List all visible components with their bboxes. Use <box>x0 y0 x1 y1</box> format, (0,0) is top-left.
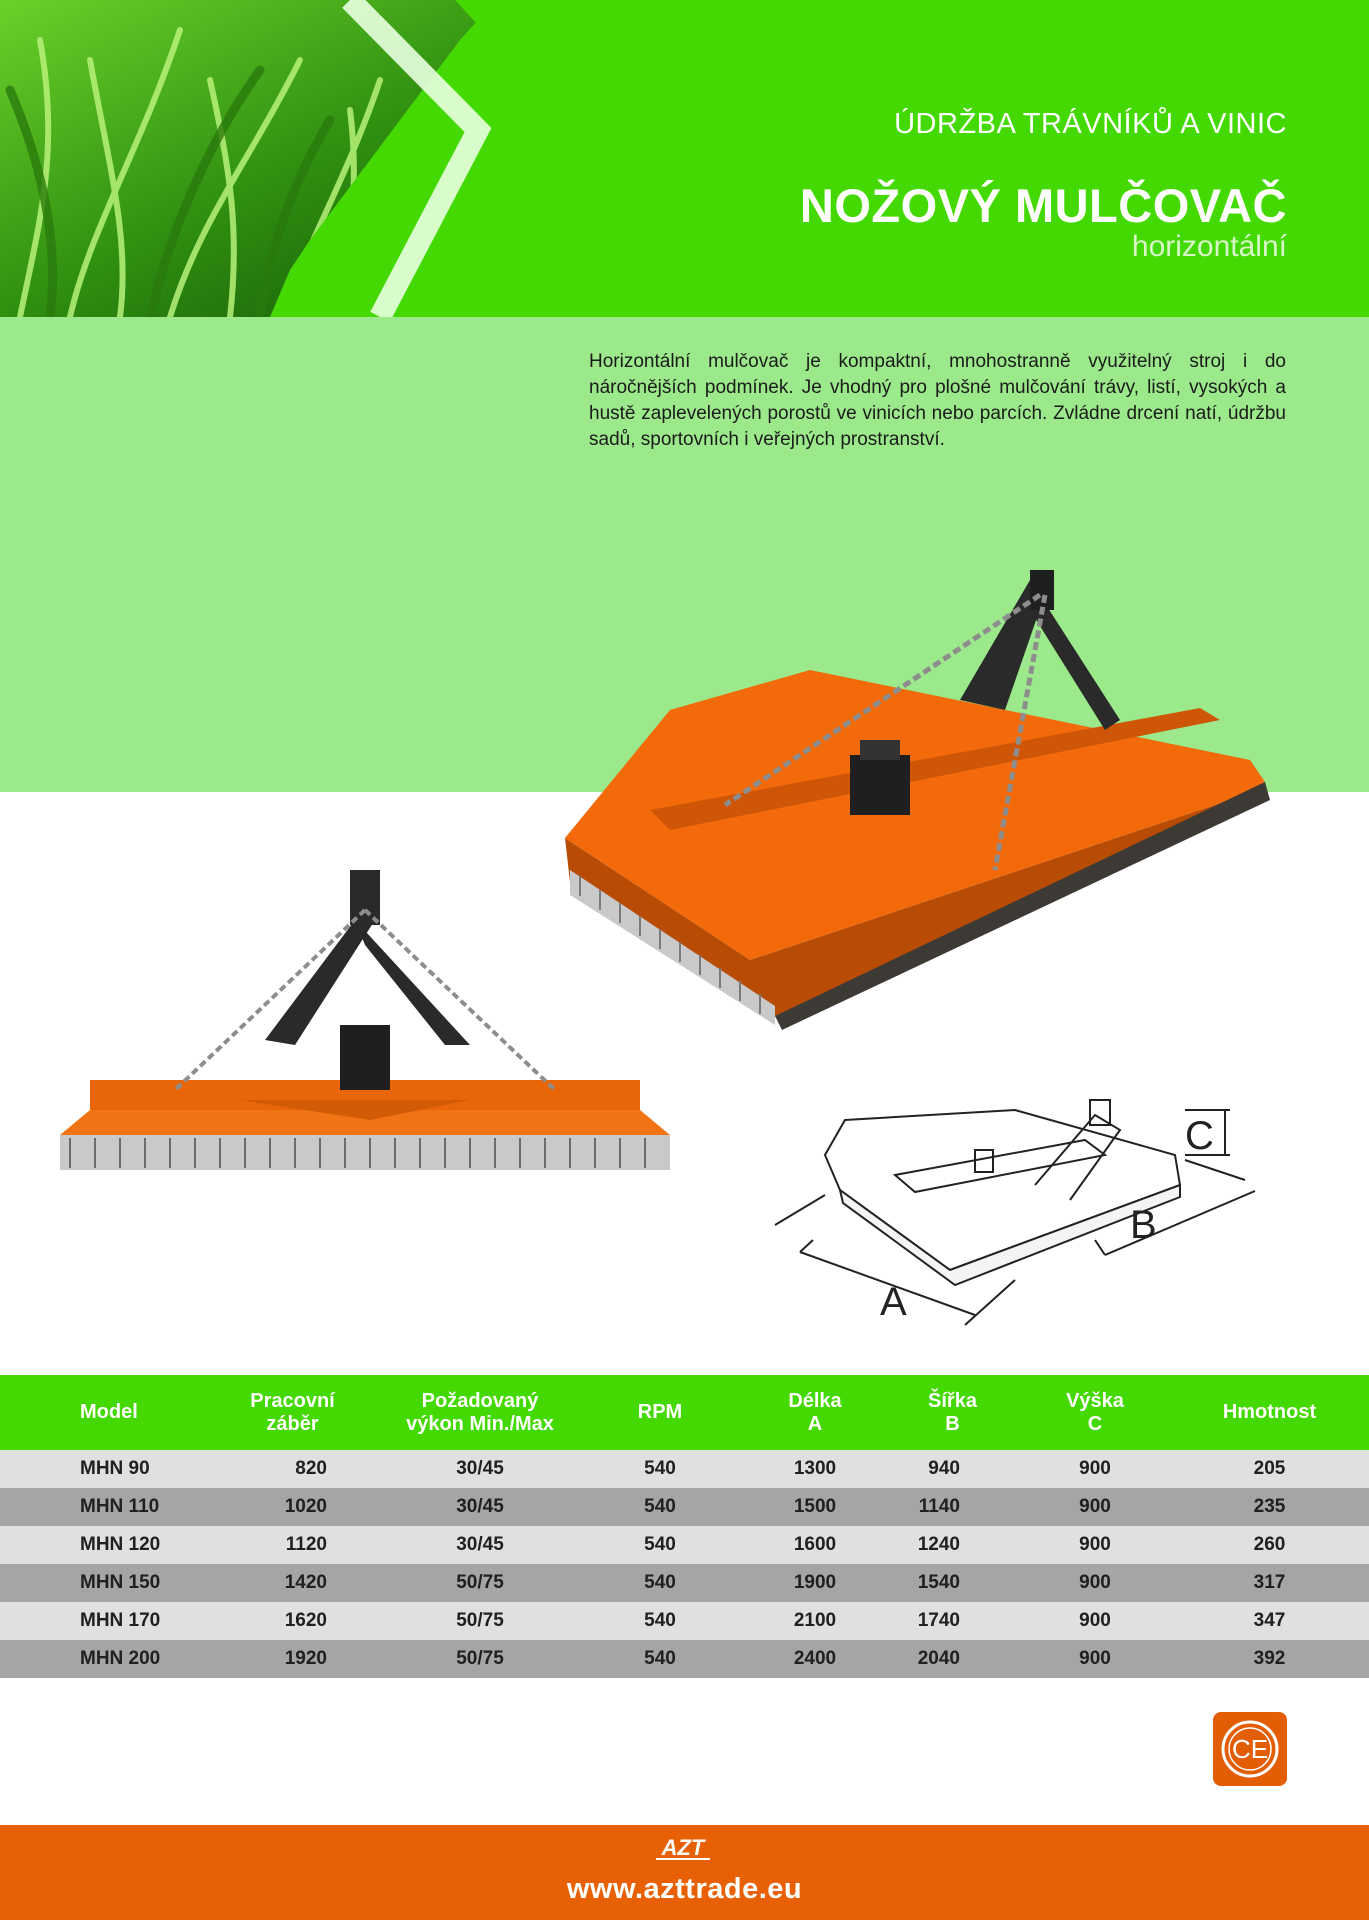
cell-vykon: 30/45 <box>385 1450 575 1488</box>
cell-rpm: 540 <box>575 1640 745 1678</box>
cell-hmotnost: 235 <box>1170 1488 1369 1526</box>
diagram-label-b: B <box>1130 1203 1157 1247</box>
cell-model: MHN 150 <box>0 1564 200 1602</box>
header-pracovni-zaber: Pracovní záběr <box>200 1375 385 1450</box>
cell-sirka: 1740 <box>885 1602 1020 1640</box>
cell-vyska: 900 <box>1020 1450 1170 1488</box>
cell-vyska: 900 <box>1020 1526 1170 1564</box>
cell-zaber: 1020 <box>200 1488 385 1526</box>
diagram-label-c: C <box>1185 1114 1214 1158</box>
website-link[interactable]: www.azttrade.eu <box>566 1873 803 1905</box>
table-header-row <box>0 1375 1369 1450</box>
cell-zaber: 1920 <box>200 1640 385 1678</box>
header-hmotnost: Hmotnost <box>1170 1375 1369 1450</box>
cell-hmotnost: 260 <box>1170 1526 1369 1564</box>
cell-zaber: 1120 <box>200 1526 385 1564</box>
cell-delka: 2400 <box>745 1640 885 1678</box>
cell-vyska: 900 <box>1020 1488 1170 1526</box>
cell-zaber: 820 <box>200 1450 385 1488</box>
footer-bar <box>0 1825 1369 1920</box>
cell-vykon: 50/75 <box>385 1564 575 1602</box>
cell-vyska: 900 <box>1020 1640 1170 1678</box>
cell-vyska: 900 <box>1020 1602 1170 1640</box>
table-row <box>0 1602 1369 1640</box>
cell-vykon: 50/75 <box>385 1640 575 1678</box>
table-row <box>0 1526 1369 1564</box>
mower-front-image <box>50 860 680 1220</box>
cell-model: MHN 90 <box>0 1450 200 1488</box>
azt-logo-icon <box>648 1833 718 1861</box>
cell-rpm: 540 <box>575 1602 745 1640</box>
cell-rpm: 540 <box>575 1488 745 1526</box>
header-model: Model <box>0 1375 200 1450</box>
page-subtitle: horizontální <box>1131 230 1287 263</box>
product-description: Horizontální mulčovač je kompaktní, mnohostranně využitelný stroj i do náročnějších podmínek. Je vhodný pro plošné mulčování trávy, listí, vysokých a hustě zaplevelených porostů ve vinicích nebo parcích. Zvládne drcení natí, údržbu sadů, sportovních i veřejných prostranství. <box>589 351 1286 450</box>
ce-mark-text: CE <box>1231 1734 1269 1764</box>
cell-rpm: 540 <box>575 1564 745 1602</box>
header-delka-a: Délka A <box>745 1375 885 1450</box>
cell-delka: 1900 <box>745 1564 885 1602</box>
cell-rpm: 540 <box>575 1450 745 1488</box>
header-vyska-c: Výška C <box>1020 1375 1170 1450</box>
cell-sirka: 1540 <box>885 1564 1020 1602</box>
cell-model: MHN 170 <box>0 1602 200 1640</box>
cell-vykon: 30/45 <box>385 1526 575 1564</box>
cell-vykon: 50/75 <box>385 1602 575 1640</box>
spec-table <box>0 1375 1369 1678</box>
table-row <box>0 1450 1369 1488</box>
cell-sirka: 2040 <box>885 1640 1020 1678</box>
cell-delka: 1600 <box>745 1526 885 1564</box>
table-row <box>0 1564 1369 1602</box>
cell-hmotnost: 317 <box>1170 1564 1369 1602</box>
grass-photo <box>0 0 640 317</box>
header-banner <box>0 0 1369 317</box>
cell-delka: 2100 <box>745 1602 885 1640</box>
cell-model: MHN 120 <box>0 1526 200 1564</box>
cell-vykon: 30/45 <box>385 1488 575 1526</box>
page-title: NOŽOVÝ MULČOVAČ <box>799 179 1287 232</box>
cell-sirka: 1240 <box>885 1526 1020 1564</box>
cell-hmotnost: 347 <box>1170 1602 1369 1640</box>
header-sirka-b: Šířka B <box>885 1375 1020 1450</box>
cell-zaber: 1620 <box>200 1602 385 1640</box>
cell-zaber: 1420 <box>200 1564 385 1602</box>
table-row <box>0 1488 1369 1526</box>
cell-sirka: 1140 <box>885 1488 1020 1526</box>
header-pozadovany-vykon: Požadovaný výkon Min./Max <box>385 1375 575 1450</box>
cell-sirka: 940 <box>885 1450 1020 1488</box>
azt-logo-text: AZT <box>661 1835 705 1860</box>
category-heading: ÚDRŽBA TRÁVNÍKŮ A VINIC <box>894 108 1287 140</box>
table-row <box>0 1640 1369 1678</box>
cell-delka: 1500 <box>745 1488 885 1526</box>
ce-mark-icon <box>1213 1712 1287 1786</box>
cell-vyska: 900 <box>1020 1564 1170 1602</box>
cell-hmotnost: 392 <box>1170 1640 1369 1678</box>
cell-delka: 1300 <box>745 1450 885 1488</box>
cell-rpm: 540 <box>575 1526 745 1564</box>
cell-model: MHN 110 <box>0 1488 200 1526</box>
cell-model: MHN 200 <box>0 1640 200 1678</box>
dimension-diagram <box>715 1095 1275 1335</box>
cell-hmotnost: 205 <box>1170 1450 1369 1488</box>
header-rpm: RPM <box>575 1375 745 1450</box>
ce-mark-badge <box>1213 1712 1287 1786</box>
diagram-label-a: A <box>880 1280 907 1324</box>
